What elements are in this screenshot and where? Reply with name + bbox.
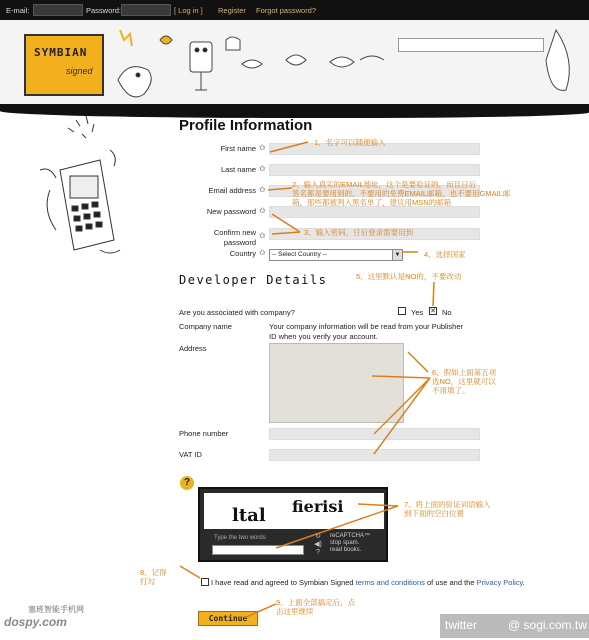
required-star-icon: ✩ xyxy=(259,143,266,152)
refresh-icon[interactable]: ↻ xyxy=(315,533,321,540)
required-star-icon: ✩ xyxy=(259,248,266,257)
annotation-4: 4、选择国家 xyxy=(424,250,466,259)
required-star-icon: ✩ xyxy=(259,185,266,194)
address-textarea[interactable] xyxy=(269,343,404,423)
top-login-bar xyxy=(0,0,589,20)
annotation-arrow-6d xyxy=(408,352,428,372)
privacy-policy-link[interactable]: Privacy Policy xyxy=(476,578,523,587)
no-checkbox[interactable]: ✕ xyxy=(430,308,436,315)
vat-id-input[interactable] xyxy=(269,449,480,461)
sogi-watermark: @ sogi.com.tw xyxy=(508,618,587,632)
captcha-word-1: ltal xyxy=(232,505,266,526)
phone-number-label: Phone number xyxy=(179,429,229,438)
captcha-help-icon[interactable]: ? xyxy=(180,476,194,490)
annotation-9: 9、上面全部搞定后，点 击这里继续 xyxy=(276,598,356,616)
annotation-7: 7、将上面的验证词语输入 到下面的空白位置 xyxy=(404,500,491,518)
company-question-label: Are you associated with company? xyxy=(179,308,295,317)
first-name-label: First name xyxy=(220,144,256,153)
register-link[interactable]: Register xyxy=(218,6,246,15)
login-link[interactable]: [ Log in ] xyxy=(174,6,203,15)
symbian-signed-logo[interactable]: SYMBIAN signed xyxy=(24,34,104,96)
vat-id-label: VAT ID xyxy=(179,450,202,459)
phone-sketch-illustration xyxy=(20,110,130,270)
agree-text: I have read and agreed to Symbian Signed terms and conditions of use and the Privacy Policy. xyxy=(211,578,525,587)
annotation-arrow-8 xyxy=(180,566,200,578)
terms-link[interactable]: terms and conditions xyxy=(355,578,425,587)
country-label: Country xyxy=(229,249,256,258)
dospy-watermark: 塞班智能手机网 dospy.com xyxy=(4,605,84,629)
annotation-8: 8、记得 打勾 xyxy=(140,568,167,586)
annotation-1: 1、名字可以随便输入 xyxy=(314,138,386,147)
last-name-input[interactable] xyxy=(269,164,480,176)
continue-button[interactable]: Continue xyxy=(198,611,258,626)
recaptcha-brand: reCAPTCHA™ stop spam. read books. xyxy=(330,533,371,553)
login-password-field[interactable] xyxy=(121,4,171,16)
country-selected-value: -- Select Country -- xyxy=(272,251,327,258)
annotation-2: 2、输入真实的EMAIL地址，这个是要验证的，而且日后 签名都是要用到的。不要用的免费EMAIL邮箱，也不要用GMAIL邮 箱，那些都被列入黑名单了，建议用MSN的邮箱 xyxy=(292,180,511,207)
last-name-label: Last name xyxy=(220,165,256,174)
captcha-answer-input[interactable] xyxy=(212,545,304,555)
phone-number-input[interactable] xyxy=(269,428,480,440)
yes-checkbox[interactable] xyxy=(398,307,406,315)
email-address-label: Email address xyxy=(208,186,256,195)
country-select[interactable] xyxy=(269,249,403,261)
confirm-password-label: Confirm new password xyxy=(213,228,256,247)
forgot-password-link[interactable]: Forgot password? xyxy=(256,6,317,15)
password-label: Password: xyxy=(86,6,122,15)
email-label: E-mail: xyxy=(6,6,30,15)
required-star-icon: ✩ xyxy=(259,164,266,173)
annotation-arrow-5 xyxy=(433,282,434,306)
no-label: No xyxy=(442,308,452,317)
address-label: Address xyxy=(179,344,207,353)
yes-label: Yes xyxy=(411,308,424,317)
captcha-hint: Type the two words xyxy=(214,535,266,541)
help-icon[interactable]: ? xyxy=(316,549,320,556)
developer-details-heading: Developer Details xyxy=(179,273,328,287)
recaptcha-widget xyxy=(198,487,388,562)
new-password-label: New password xyxy=(206,207,256,216)
captcha-image xyxy=(204,493,384,529)
company-name-label: Company name xyxy=(179,322,232,331)
new-password-input[interactable] xyxy=(269,206,480,218)
captcha-word-2: fierisi xyxy=(292,497,344,516)
required-star-icon: ✩ xyxy=(259,231,266,240)
twitter-watermark: twitter xyxy=(445,618,478,632)
annotation-3: 3、输入密码，日后登录需要用到 xyxy=(304,228,414,237)
required-star-icon: ✩ xyxy=(259,206,266,215)
banner-search-input[interactable] xyxy=(398,38,544,52)
annotation-6: 6、假如上面第五项 选NO，这里就可以 不用填了。 xyxy=(432,368,497,395)
chevron-down-icon[interactable]: ▼ xyxy=(392,250,402,260)
login-email-field[interactable] xyxy=(33,4,83,16)
header-banner xyxy=(0,20,589,112)
captcha-controls xyxy=(312,533,324,559)
audio-icon[interactable]: ◀) xyxy=(314,541,322,548)
company-info-text: Your company information will be read from your Publisher ID when you verify your account. xyxy=(269,322,463,341)
annotation-5: 5、这里默认是NO的，不要改动 xyxy=(356,272,462,281)
page-title: Profile Information xyxy=(179,117,313,134)
